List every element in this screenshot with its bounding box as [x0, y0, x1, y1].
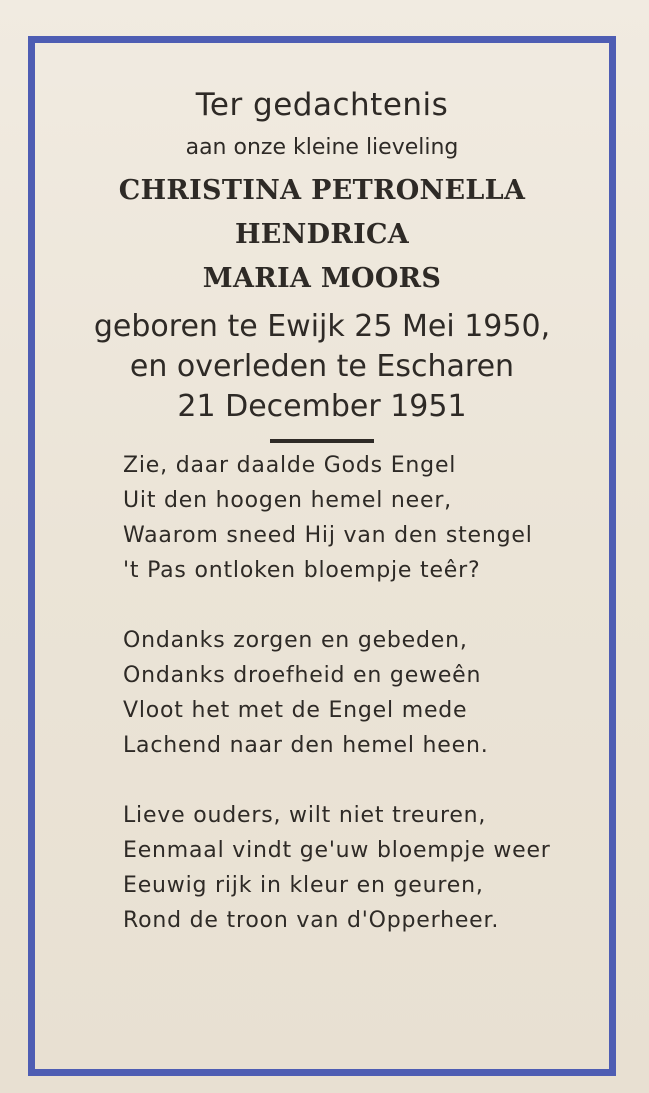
- death-line-1: en overleden te Escharen: [129, 349, 515, 384]
- deceased-name: [35, 169, 609, 301]
- poem-line: Ondanks zorgen en gebeden,: [123, 628, 468, 653]
- poem-line: 't Pas ontloken bloempje teêr?: [123, 558, 481, 583]
- poem-line: Eenmaal vindt ge'uw bloempje weer: [123, 838, 551, 863]
- poem-line: Waarom sneed Hij van den stengel: [123, 523, 533, 548]
- poem-stanza: [123, 798, 551, 938]
- poem: [123, 448, 551, 973]
- card-title: Ter gedachtenis: [195, 87, 449, 123]
- poem-line: Zie, daar daalde Gods Engel: [123, 453, 457, 478]
- poem-line: Vloot het met de Engel mede: [123, 698, 468, 723]
- deceased-name-line-1: CHRISTINA PETRONELLA HENDRICA: [118, 175, 526, 250]
- poem-line: Uit den hoogen hemel neer,: [123, 488, 452, 513]
- poem-line: Lachend naar den hemel heen.: [123, 733, 489, 758]
- divider-rule: [270, 439, 374, 443]
- deceased-name-line-2: MARIA MOORS: [202, 263, 442, 294]
- poem-line: Rond de troon van d'Opperheer.: [123, 908, 500, 933]
- poem-line: Eeuwig rijk in kleur en geuren,: [123, 873, 484, 898]
- poem-stanza: [123, 448, 551, 588]
- poem-stanza: [123, 623, 551, 763]
- birth-line: geboren te Ewijk 25 Mei 1950,: [93, 309, 551, 344]
- card-header: [35, 85, 609, 443]
- poem-line: Ondanks droefheid en geweên: [123, 663, 482, 688]
- card-subtitle: aan onze kleine lieveling: [185, 135, 459, 160]
- poem-line: Lieve ouders, wilt niet treuren,: [123, 803, 487, 828]
- death-line-2: 21 December 1951: [177, 389, 467, 424]
